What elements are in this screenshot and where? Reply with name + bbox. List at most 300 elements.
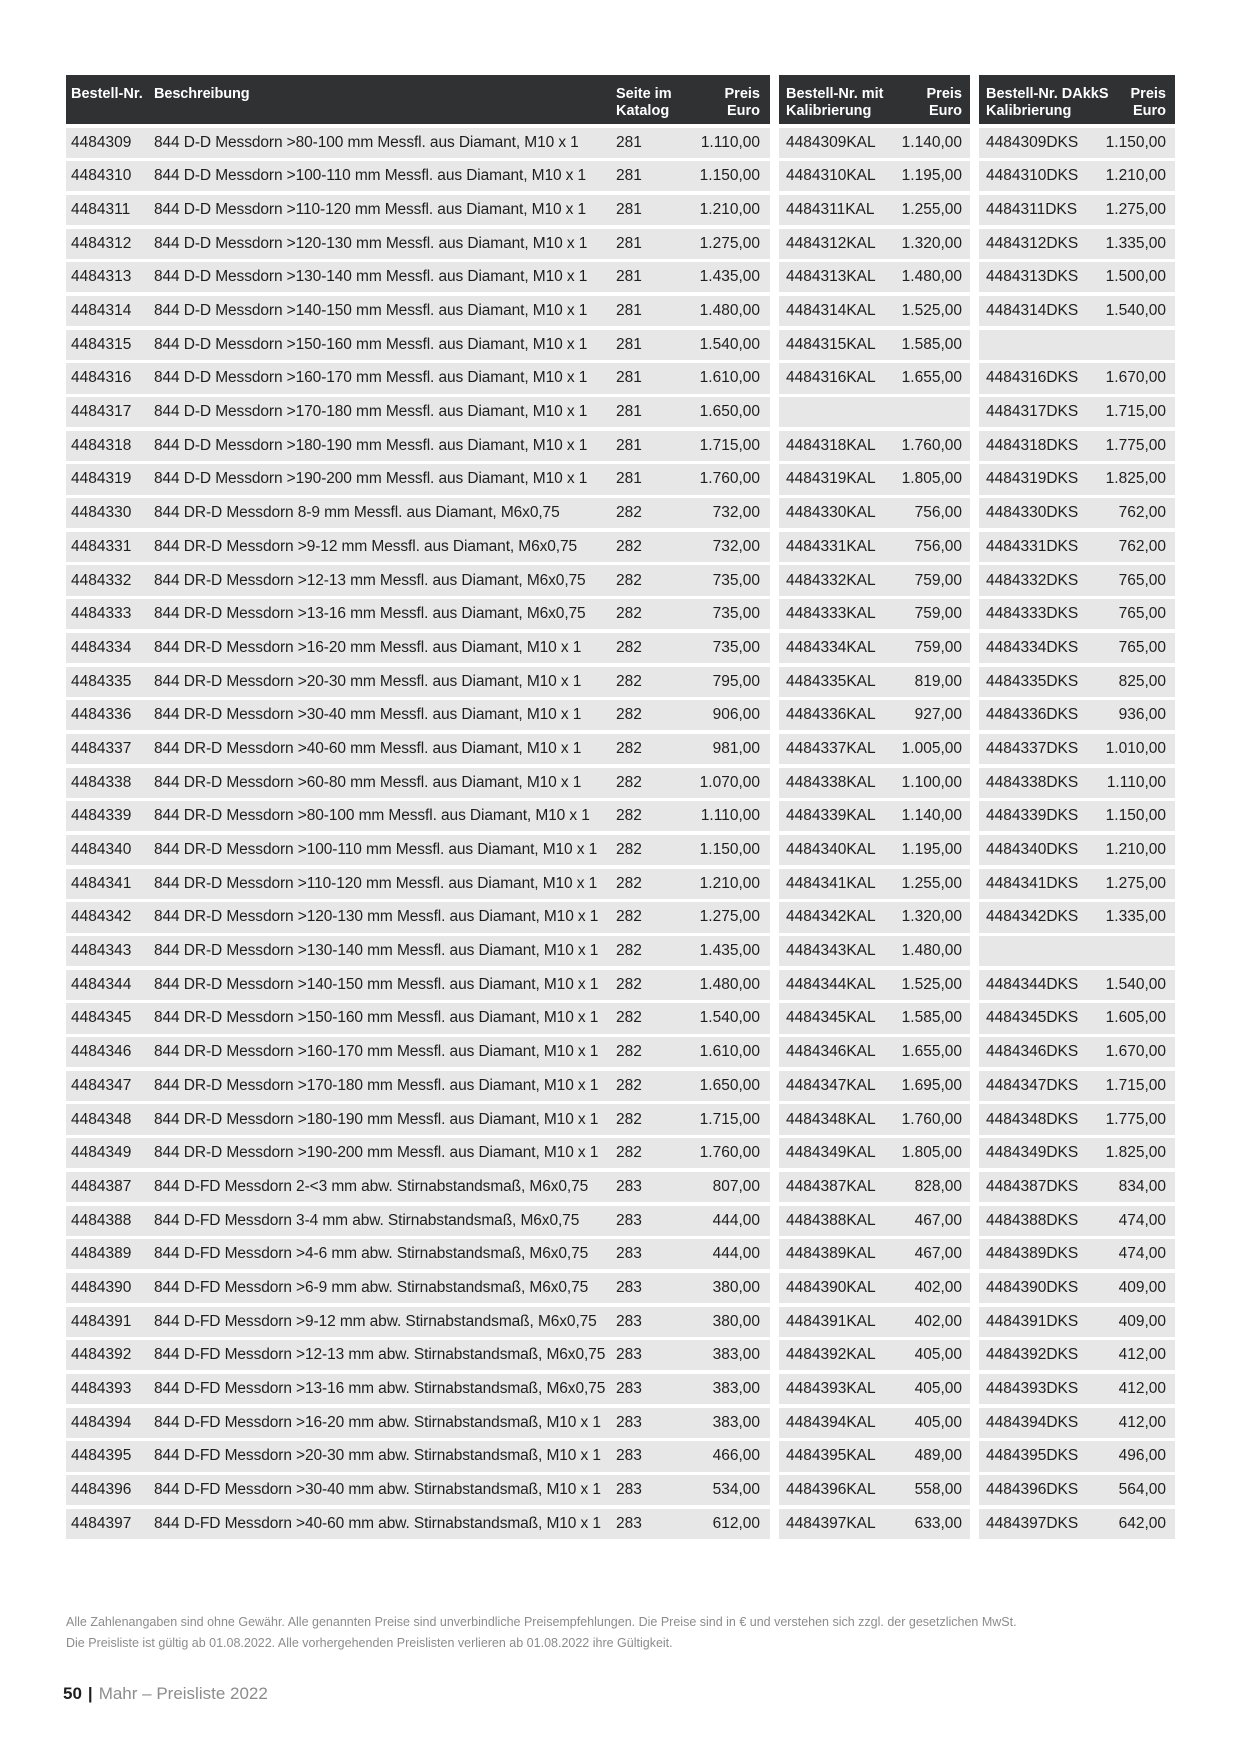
table-row	[66, 1509, 770, 1539]
dakks-price: 825,00	[1118, 672, 1166, 690]
calibration-row	[779, 161, 970, 191]
catalog-page: 281	[616, 234, 642, 252]
calibration-row	[779, 700, 970, 730]
calibration-order-number: 4484349KAL	[786, 1144, 876, 1162]
price: 1.760,00	[699, 470, 760, 488]
order-number: 4484393	[71, 1380, 132, 1398]
calibration-order-number: 4484334KAL	[786, 638, 876, 656]
calibration-row	[779, 970, 970, 1000]
description: 844 D-D Messdorn >100-110 mm Messfl. aus Diamant, M10 x 1	[154, 167, 587, 185]
calibration-order-number: 4484331KAL	[786, 537, 876, 555]
calibration-price: 1.140,00	[901, 807, 962, 825]
dakks-price: 1.605,00	[1105, 1009, 1166, 1027]
dakks-row	[979, 936, 1175, 966]
order-number: 4484312	[71, 234, 132, 252]
dakks-row	[979, 532, 1175, 562]
price: 1.760,00	[699, 1144, 760, 1162]
dakks-price: 834,00	[1118, 1177, 1166, 1195]
page-number: 50	[63, 1684, 82, 1703]
dakks-row	[979, 768, 1175, 798]
description: 844 D-D Messdorn >80-100 mm Messfl. aus Diamant, M10 x 1	[154, 133, 579, 151]
dakks-row	[979, 1307, 1175, 1337]
table-row	[66, 1441, 770, 1471]
price: 795,00	[712, 672, 760, 690]
table-row	[66, 936, 770, 966]
calibration-row	[779, 902, 970, 932]
calibration-order-number: 4484314KAL	[786, 302, 876, 320]
calibration-price: 1.255,00	[901, 874, 962, 892]
calibration-order-number: 4484395KAL	[786, 1447, 876, 1465]
disclaimer-line-2: Die Preisliste ist gültig ab 01.08.2022. Alle vorhergehenden Preislisten verlieren ab 01.08.2022 ihre Gültigkeit.	[66, 1636, 673, 1650]
dakks-row	[979, 363, 1175, 393]
price: 383,00	[712, 1380, 760, 1398]
header-order-number: Bestell-Nr.	[71, 86, 143, 102]
catalog-page: 282	[616, 638, 642, 656]
dakks-price: 1.825,00	[1105, 1144, 1166, 1162]
calibration-price: 405,00	[914, 1380, 962, 1398]
order-number: 4484331	[71, 537, 132, 555]
dakks-price: 412,00	[1118, 1346, 1166, 1364]
dakks-price: 762,00	[1118, 504, 1166, 522]
table-row	[66, 195, 770, 225]
main-price-table	[66, 75, 770, 1539]
dakks-price: 412,00	[1118, 1380, 1166, 1398]
calibration-price: 558,00	[914, 1481, 962, 1499]
calibration-order-number: 4484347KAL	[786, 1076, 876, 1094]
calibration-price: 467,00	[914, 1211, 962, 1229]
order-number: 4484397	[71, 1514, 132, 1532]
dakks-row	[979, 1138, 1175, 1168]
price: 1.275,00	[699, 908, 760, 926]
description: 844 D-D Messdorn >130-140 mm Messfl. aus Diamant, M10 x 1	[154, 268, 588, 286]
dakks-price: 1.010,00	[1105, 739, 1166, 757]
description: 844 D-D Messdorn >120-130 mm Messfl. aus Diamant, M10 x 1	[154, 234, 588, 252]
price: 1.070,00	[699, 773, 760, 791]
catalog-page: 282	[616, 504, 642, 522]
calibration-row	[779, 633, 970, 663]
dakks-row	[979, 1239, 1175, 1269]
price: 612,00	[712, 1514, 760, 1532]
order-number: 4484341	[71, 874, 132, 892]
catalog-page: 283	[616, 1481, 642, 1499]
dakks-order-number: 4484311DKS	[986, 200, 1078, 218]
calibration-price: 756,00	[914, 537, 962, 555]
dakks-price: 765,00	[1118, 638, 1166, 656]
description: 844 DR-D Messdorn >190-200 mm Messfl. aus Diamant, M10 x 1	[154, 1144, 599, 1162]
calibration-order-number: 4484309KAL	[786, 133, 876, 151]
calibration-table-header	[779, 75, 970, 124]
calibration-order-number: 4484341KAL	[786, 874, 876, 892]
calibration-row	[779, 801, 970, 831]
table-row	[66, 1003, 770, 1033]
calibration-order-number: 4484396KAL	[786, 1481, 876, 1499]
price: 466,00	[712, 1447, 760, 1465]
calibration-row	[779, 1475, 970, 1505]
calibration-row	[779, 262, 970, 292]
price: 735,00	[712, 571, 760, 589]
table-row	[66, 1273, 770, 1303]
dakks-order-number: 4484318DKS	[986, 436, 1079, 454]
calibration-row	[779, 1138, 970, 1168]
calibration-price: 1.005,00	[901, 739, 962, 757]
dakks-order-number: 4484348DKS	[986, 1110, 1079, 1128]
dakks-row	[979, 667, 1175, 697]
price: 383,00	[712, 1413, 760, 1431]
table-row	[66, 1104, 770, 1134]
price: 1.150,00	[699, 841, 760, 859]
dakks-price: 642,00	[1118, 1514, 1166, 1532]
dakks-order-number: 4484391DKS	[986, 1312, 1079, 1330]
calibration-row	[779, 431, 970, 461]
calibration-order-number: 4484345KAL	[786, 1009, 876, 1027]
price: 732,00	[712, 504, 760, 522]
calibration-row	[779, 128, 970, 158]
calibration-price: 1.320,00	[901, 908, 962, 926]
description: 844 DR-D Messdorn 8-9 mm Messfl. aus Diamant, M6x0,75	[154, 504, 560, 522]
main-table-header	[66, 75, 770, 124]
order-number: 4484309	[71, 133, 132, 151]
calibration-order-number: 4484391KAL	[786, 1312, 876, 1330]
calibration-row	[779, 1071, 970, 1101]
description: 844 DR-D Messdorn >170-180 mm Messfl. aus Diamant, M10 x 1	[154, 1076, 599, 1094]
dakks-order-number: 4484341DKS	[986, 874, 1079, 892]
calibration-order-number: 4484346KAL	[786, 1043, 876, 1061]
calibration-order-number: 4484389KAL	[786, 1245, 876, 1263]
dakks-row	[979, 464, 1175, 494]
calibration-price: 1.100,00	[901, 773, 962, 791]
order-number: 4484392	[71, 1346, 132, 1364]
description: 844 D-D Messdorn >170-180 mm Messfl. aus Diamant, M10 x 1	[154, 403, 588, 421]
price: 1.480,00	[699, 975, 760, 993]
table-row	[66, 1307, 770, 1337]
order-number: 4484335	[71, 672, 132, 690]
dakks-price: 1.500,00	[1105, 268, 1166, 286]
price: 1.610,00	[699, 369, 760, 387]
table-row	[66, 633, 770, 663]
description: 844 DR-D Messdorn >120-130 mm Messfl. aus Diamant, M10 x 1	[154, 908, 599, 926]
catalog-page: 282	[616, 1009, 642, 1027]
order-number: 4484339	[71, 807, 132, 825]
price: 1.275,00	[699, 234, 760, 252]
calibration-order-number: 4484330KAL	[786, 504, 876, 522]
order-number: 4484347	[71, 1076, 132, 1094]
table-row	[66, 700, 770, 730]
table-row	[66, 1206, 770, 1236]
dakks-order-number: 4484347DKS	[986, 1076, 1079, 1094]
description: 844 D-FD Messdorn >30-40 mm abw. Stirnabstandsmaß, M10 x 1	[154, 1481, 601, 1499]
dakks-price: 765,00	[1118, 571, 1166, 589]
catalog-page: 282	[616, 942, 642, 960]
dakks-row	[979, 869, 1175, 899]
dakks-order-number: 4484338DKS	[986, 773, 1079, 791]
catalog-page: 282	[616, 1076, 642, 1094]
order-number: 4484336	[71, 706, 132, 724]
dakks-row	[979, 1172, 1175, 1202]
dakks-price: 1.150,00	[1105, 807, 1166, 825]
calibration-order-number: 4484318KAL	[786, 436, 876, 454]
calibration-price: 1.585,00	[901, 1009, 962, 1027]
calibration-price: 1.525,00	[901, 975, 962, 993]
dakks-price: 1.150,00	[1105, 133, 1166, 151]
order-number: 4484340	[71, 841, 132, 859]
calibration-row	[779, 1003, 970, 1033]
description: 844 D-FD Messdorn >9-12 mm abw. Stirnabstandsmaß, M6x0,75	[154, 1312, 597, 1330]
order-number: 4484391	[71, 1312, 132, 1330]
dakks-price: 1.715,00	[1105, 1076, 1166, 1094]
catalog-page: 283	[616, 1312, 642, 1330]
calibration-row	[779, 599, 970, 629]
price: 1.480,00	[699, 302, 760, 320]
table-row	[66, 1340, 770, 1370]
dakks-order-number: 4484389DKS	[986, 1245, 1079, 1263]
price: 1.650,00	[699, 403, 760, 421]
dakks-price: 765,00	[1118, 605, 1166, 623]
calibration-order-number: 4484393KAL	[786, 1380, 876, 1398]
price: 1.435,00	[699, 268, 760, 286]
dakks-order-number: 4484310DKS	[986, 167, 1079, 185]
calibration-row	[779, 1172, 970, 1202]
description: 844 DR-D Messdorn >150-160 mm Messfl. aus Diamant, M10 x 1	[154, 1009, 599, 1027]
dakks-row	[979, 970, 1175, 1000]
calibration-order-number: 4484392KAL	[786, 1346, 876, 1364]
calibration-price: 1.195,00	[901, 167, 962, 185]
dakks-price: 412,00	[1118, 1413, 1166, 1431]
calibration-order-number: 4484342KAL	[786, 908, 876, 926]
catalog-page: 282	[616, 1144, 642, 1162]
catalog-page: 282	[616, 1110, 642, 1128]
calibration-price: 402,00	[914, 1278, 962, 1296]
table-row	[66, 1475, 770, 1505]
table-row	[66, 128, 770, 158]
dakks-order-number: 4484390DKS	[986, 1278, 1079, 1296]
price: 906,00	[712, 706, 760, 724]
dakks-price: 1.210,00	[1105, 841, 1166, 859]
price: 1.715,00	[699, 1110, 760, 1128]
dakks-order-number: 4484346DKS	[986, 1043, 1079, 1061]
dakks-row	[979, 195, 1175, 225]
catalog-page: 282	[616, 605, 642, 623]
table-row	[66, 902, 770, 932]
calibration-order-number: 4484313KAL	[786, 268, 876, 286]
price: 807,00	[712, 1177, 760, 1195]
calibration-price: 1.655,00	[901, 369, 962, 387]
dakks-row	[979, 1509, 1175, 1539]
dakks-price: 1.540,00	[1105, 975, 1166, 993]
price: 1.110,00	[700, 133, 760, 151]
order-number: 4484394	[71, 1413, 132, 1431]
dakks-price: 1.670,00	[1105, 1043, 1166, 1061]
description: 844 DR-D Messdorn >130-140 mm Messfl. aus Diamant, M10 x 1	[154, 942, 599, 960]
order-number: 4484345	[71, 1009, 132, 1027]
table-row	[66, 565, 770, 595]
dakks-row	[979, 397, 1175, 427]
header-dakks-price: Preis Euro	[1130, 86, 1166, 119]
dakks-order-number: 4484388DKS	[986, 1211, 1079, 1229]
calibration-order-number: 4484390KAL	[786, 1278, 876, 1296]
document-title: Mahr – Preisliste 2022	[98, 1684, 268, 1703]
dakks-price: 1.670,00	[1105, 369, 1166, 387]
order-number: 4484388	[71, 1211, 132, 1229]
table-row	[66, 1374, 770, 1404]
catalog-page: 283	[616, 1245, 642, 1263]
disclaimer	[66, 1612, 1176, 1654]
catalog-page: 282	[616, 807, 642, 825]
dakks-row	[979, 1071, 1175, 1101]
price: 1.540,00	[699, 335, 760, 353]
dakks-order-number: 4484340DKS	[986, 841, 1079, 859]
dakks-row	[979, 296, 1175, 326]
calibration-price: 467,00	[914, 1245, 962, 1263]
catalog-page: 282	[616, 571, 642, 589]
order-number: 4484387	[71, 1177, 132, 1195]
catalog-page: 282	[616, 672, 642, 690]
calibration-order-number: 4484338KAL	[786, 773, 876, 791]
catalog-page: 281	[616, 167, 642, 185]
catalog-page: 282	[616, 739, 642, 757]
dakks-price: 1.110,00	[1106, 773, 1166, 791]
dakks-price-table	[979, 75, 1175, 1539]
table-row	[66, 835, 770, 865]
dakks-row	[979, 1037, 1175, 1067]
description: 844 D-FD Messdorn 2-<3 mm abw. Stirnabstandsmaß, M6x0,75	[154, 1177, 589, 1195]
calibration-order-number: 4484387KAL	[786, 1177, 876, 1195]
dakks-row	[979, 229, 1175, 259]
calibration-row	[779, 1037, 970, 1067]
calibration-row	[779, 1408, 970, 1438]
dakks-row	[979, 431, 1175, 461]
order-number: 4484314	[71, 302, 132, 320]
calibration-row	[779, 296, 970, 326]
dakks-price: 1.825,00	[1105, 470, 1166, 488]
dakks-order-number: 4484393DKS	[986, 1380, 1079, 1398]
description: 844 DR-D Messdorn >9-12 mm Messfl. aus Diamant, M6x0,75	[154, 537, 578, 555]
table-row	[66, 1172, 770, 1202]
description: 844 DR-D Messdorn >160-170 mm Messfl. aus Diamant, M10 x 1	[154, 1043, 599, 1061]
table-row	[66, 1037, 770, 1067]
catalog-page: 282	[616, 975, 642, 993]
dakks-order-number: 4484332DKS	[986, 571, 1079, 589]
dakks-order-number: 4484333DKS	[986, 605, 1079, 623]
calibration-order-number: 4484316KAL	[786, 369, 876, 387]
calibration-price: 1.320,00	[901, 234, 962, 252]
description: 844 D-D Messdorn >140-150 mm Messfl. aus Diamant, M10 x 1	[154, 302, 588, 320]
table-row	[66, 161, 770, 191]
dakks-row	[979, 633, 1175, 663]
dakks-order-number: 4484387DKS	[986, 1177, 1079, 1195]
dakks-order-number: 4484316DKS	[986, 369, 1079, 387]
calibration-price: 927,00	[914, 706, 962, 724]
description: 844 D-FD Messdorn 3-4 mm abw. Stirnabstandsmaß, M6x0,75	[154, 1211, 580, 1229]
dakks-row	[979, 1340, 1175, 1370]
calibration-order-number: 4484339KAL	[786, 807, 876, 825]
dakks-price: 1.275,00	[1105, 874, 1166, 892]
calibration-row	[779, 1206, 970, 1236]
description: 844 D-FD Messdorn >40-60 mm abw. Stirnabstandsmaß, M10 x 1	[154, 1514, 601, 1532]
dakks-row	[979, 734, 1175, 764]
calibration-row	[779, 869, 970, 899]
calibration-order-number: 4484310KAL	[786, 167, 876, 185]
description: 844 DR-D Messdorn >100-110 mm Messfl. aus Diamant, M10 x 1	[154, 841, 598, 859]
order-number: 4484337	[71, 739, 132, 757]
price: 1.210,00	[699, 874, 760, 892]
description: 844 DR-D Messdorn >180-190 mm Messfl. aus Diamant, M10 x 1	[154, 1110, 599, 1128]
description: 844 DR-D Messdorn >12-13 mm Messfl. aus Diamant, M6x0,75	[154, 571, 586, 589]
dakks-row	[979, 1441, 1175, 1471]
price: 380,00	[712, 1278, 760, 1296]
calibration-order-number: 4484344KAL	[786, 975, 876, 993]
calibration-row	[779, 498, 970, 528]
calibration-order-number: 4484333KAL	[786, 605, 876, 623]
table-row	[66, 464, 770, 494]
calibration-row	[779, 936, 970, 966]
order-number: 4484311	[71, 200, 131, 218]
dakks-row	[979, 1206, 1175, 1236]
catalog-page: 281	[616, 436, 642, 454]
description: 844 DR-D Messdorn >16-20 mm Messfl. aus Diamant, M10 x 1	[154, 638, 582, 656]
calibration-order-number: 4484337KAL	[786, 739, 876, 757]
description: 844 D-D Messdorn >150-160 mm Messfl. aus Diamant, M10 x 1	[154, 335, 588, 353]
dakks-price: 762,00	[1118, 537, 1166, 555]
order-number: 4484313	[71, 268, 132, 286]
header-price: Preis Euro	[724, 86, 760, 119]
calibration-row	[779, 1307, 970, 1337]
dakks-price: 936,00	[1118, 706, 1166, 724]
calibration-row	[779, 1273, 970, 1303]
calibration-row	[779, 397, 970, 427]
calibration-price: 405,00	[914, 1346, 962, 1364]
calibration-price: 819,00	[914, 672, 962, 690]
catalog-page: 281	[616, 369, 642, 387]
catalog-page: 282	[616, 908, 642, 926]
order-number: 4484333	[71, 605, 132, 623]
price: 1.540,00	[699, 1009, 760, 1027]
dakks-order-number: 4484334DKS	[986, 638, 1079, 656]
calibration-price: 489,00	[914, 1447, 962, 1465]
dakks-price: 1.775,00	[1105, 436, 1166, 454]
table-row	[66, 599, 770, 629]
catalog-page: 283	[616, 1278, 642, 1296]
calibration-table-body	[779, 128, 970, 1539]
price: 1.610,00	[699, 1043, 760, 1061]
description: 844 DR-D Messdorn >30-40 mm Messfl. aus Diamant, M10 x 1	[154, 706, 582, 724]
order-number: 4484338	[71, 773, 132, 791]
dakks-row	[979, 1374, 1175, 1404]
table-row	[66, 1408, 770, 1438]
calibration-row	[779, 1374, 970, 1404]
dakks-price: 1.210,00	[1105, 167, 1166, 185]
catalog-page: 283	[616, 1380, 642, 1398]
order-number: 4484310	[71, 167, 132, 185]
calibration-price: 1.805,00	[901, 1144, 962, 1162]
order-number: 4484317	[71, 403, 132, 421]
dakks-row	[979, 1273, 1175, 1303]
description: 844 D-FD Messdorn >16-20 mm abw. Stirnabstandsmaß, M10 x 1	[154, 1413, 601, 1431]
dakks-order-number: 4484342DKS	[986, 908, 1079, 926]
calibration-row	[779, 768, 970, 798]
description: 844 D-D Messdorn >190-200 mm Messfl. aus Diamant, M10 x 1	[154, 470, 588, 488]
calibration-row	[779, 835, 970, 865]
dakks-order-number: 4484331DKS	[986, 537, 1079, 555]
dakks-row	[979, 1104, 1175, 1134]
dakks-order-number: 4484394DKS	[986, 1413, 1079, 1431]
dakks-price: 1.775,00	[1105, 1110, 1166, 1128]
order-number: 4484330	[71, 504, 132, 522]
catalog-page: 281	[616, 470, 642, 488]
order-number: 4484348	[71, 1110, 132, 1128]
dakks-price: 474,00	[1118, 1245, 1166, 1263]
calibration-price: 1.585,00	[901, 335, 962, 353]
description: 844 DR-D Messdorn >140-150 mm Messfl. aus Diamant, M10 x 1	[154, 975, 599, 993]
